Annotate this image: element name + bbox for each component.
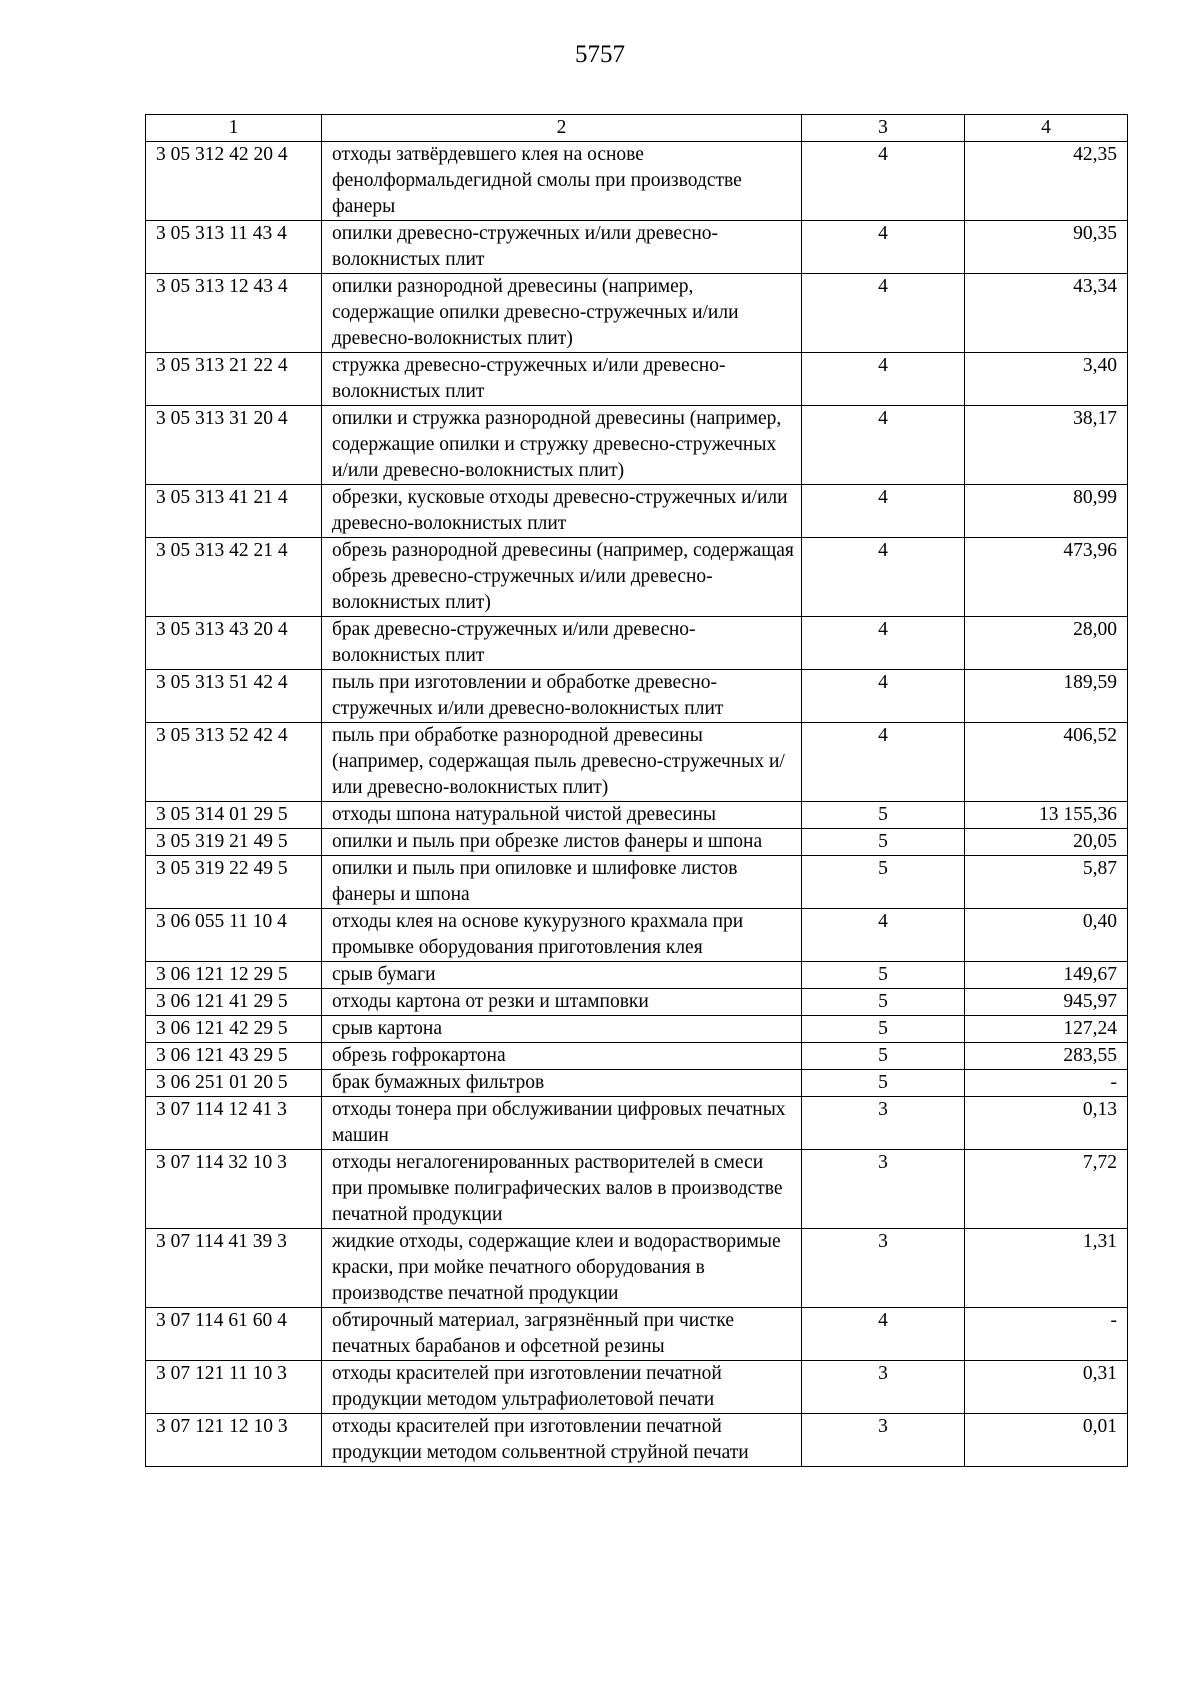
waste-name-cell: отходы тонера при обслуживании цифровых печатных машин [322,1097,802,1150]
amount-cell: 189,59 [965,670,1128,723]
table-row [146,538,1128,617]
waste-code-cell: 3 07 114 61 60 4 [146,1308,322,1361]
waste-code-cell: 3 07 114 12 41 3 [146,1097,322,1150]
waste-code-cell: 3 05 319 22 49 5 [146,856,322,909]
table-row [146,406,1128,485]
hazard-class-cell: 5 [802,856,965,909]
hazard-class-cell: 3 [802,1097,965,1150]
amount-cell: 0,40 [965,909,1128,962]
waste-code-cell: 3 05 312 42 20 4 [146,142,322,221]
table-row [146,989,1128,1016]
hazard-class-cell: 5 [802,989,965,1016]
header-col-3: 3 [802,115,965,142]
table-row [146,221,1128,274]
amount-cell: - [965,1070,1128,1097]
waste-name-cell: обрезь разнородной древесины (например, содержащая обрезь древесно-стружечных и/или древесно-волокнистых плит) [322,538,802,617]
waste-name-cell: пыль при изготовлении и обработке древесно-стружечных и/или древесно-волокнистых плит [322,670,802,723]
waste-code-cell: 3 06 055 11 10 4 [146,909,322,962]
hazard-class-cell: 3 [802,1361,965,1414]
hazard-class-cell: 4 [802,1308,965,1361]
waste-name-cell: отходы красителей при изготовлении печатной продукции методом ультрафиолетовой печати [322,1361,802,1414]
table-row [146,670,1128,723]
waste-table [145,114,1128,1467]
waste-code-cell: 3 05 313 52 42 4 [146,723,322,802]
waste-name-cell: опилки древесно-стружечных и/или древесно-волокнистых плит [322,221,802,274]
amount-cell: 43,34 [965,274,1128,353]
amount-cell: 473,96 [965,538,1128,617]
table-row [146,1070,1128,1097]
waste-name-cell: пыль при обработке разнородной древесины (например, содержащая пыль древесно-стружечных и/или древесно-волокнистых плит) [322,723,802,802]
header-col-4: 4 [965,115,1128,142]
hazard-class-cell: 4 [802,538,965,617]
table-row [146,802,1128,829]
waste-code-cell: 3 06 121 42 29 5 [146,1016,322,1043]
amount-cell: 406,52 [965,723,1128,802]
table-row [146,142,1128,221]
page-number: 5757 [575,41,625,68]
amount-cell: 42,35 [965,142,1128,221]
waste-name-cell: опилки и пыль при опиловке и шлифовке листов фанеры и шпона [322,856,802,909]
table-row [146,1361,1128,1414]
amount-cell: 80,99 [965,485,1128,538]
waste-name-cell: отходы картона от резки и штамповки [322,989,802,1016]
waste-name-cell: брак древесно-стружечных и/или древесно-волокнистых плит [322,617,802,670]
waste-code-cell: 3 05 313 11 43 4 [146,221,322,274]
waste-code-cell: 3 05 314 01 29 5 [146,802,322,829]
amount-cell: 13 155,36 [965,802,1128,829]
table-row [146,1043,1128,1070]
waste-name-cell: брак бумажных фильтров [322,1070,802,1097]
table-body [146,142,1128,1467]
table-header [146,115,1128,142]
waste-name-cell: опилки разнородной древесины (например, содержащие опилки древесно-стружечных и/или древесно-волокнистых плит) [322,274,802,353]
hazard-class-cell: 4 [802,406,965,485]
waste-name-cell: обрезки, кусковые отходы древесно-стружечных и/или древесно-волокнистых плит [322,485,802,538]
waste-code-cell: 3 05 313 41 21 4 [146,485,322,538]
amount-cell: 0,13 [965,1097,1128,1150]
waste-code-cell: 3 06 251 01 20 5 [146,1070,322,1097]
table-row [146,274,1128,353]
waste-name-cell: отходы затвёрдевшего клея на основе фенолформальдегидной смолы при производстве фанеры [322,142,802,221]
amount-cell: 28,00 [965,617,1128,670]
amount-cell: 0,31 [965,1361,1128,1414]
table-row [146,353,1128,406]
waste-code-cell: 3 07 114 41 39 3 [146,1229,322,1308]
amount-cell: 90,35 [965,221,1128,274]
waste-code-cell: 3 05 313 12 43 4 [146,274,322,353]
header-col-1: 1 [146,115,322,142]
table-row [146,829,1128,856]
waste-name-cell: срыв бумаги [322,962,802,989]
waste-name-cell: отходы шпона натуральной чистой древесины [322,802,802,829]
amount-cell: 38,17 [965,406,1128,485]
header-col-2: 2 [322,115,802,142]
header-row [146,115,1128,142]
table-row [146,1016,1128,1043]
hazard-class-cell: 4 [802,142,965,221]
waste-code-cell: 3 05 319 21 49 5 [146,829,322,856]
hazard-class-cell: 4 [802,274,965,353]
table-row [146,1150,1128,1229]
waste-code-cell: 3 05 313 51 42 4 [146,670,322,723]
amount-cell: 3,40 [965,353,1128,406]
amount-cell: 945,97 [965,989,1128,1016]
table-row [146,909,1128,962]
table-row [146,1229,1128,1308]
waste-code-cell: 3 05 313 42 21 4 [146,538,322,617]
waste-code-cell: 3 05 313 31 20 4 [146,406,322,485]
waste-name-cell: жидкие отходы, содержащие клеи и водорастворимые краски, при мойке печатного оборудования в производстве печатной продукции [322,1229,802,1308]
waste-name-cell: стружка древесно-стружечных и/или древесно-волокнистых плит [322,353,802,406]
waste-name-cell: опилки и стружка разнородной древесины (например, содержащие опилки и стружку древесно-стружечных и/или древесно-волокнистых плит) [322,406,802,485]
table-row [146,1414,1128,1467]
amount-cell: - [965,1308,1128,1361]
waste-name-cell: отходы клея на основе кукурузного крахмала при промывке оборудования приготовления клея [322,909,802,962]
table-row [146,962,1128,989]
amount-cell: 283,55 [965,1043,1128,1070]
hazard-class-cell: 5 [802,962,965,989]
waste-name-cell: опилки и пыль при обрезке листов фанеры и шпона [322,829,802,856]
amount-cell: 7,72 [965,1150,1128,1229]
hazard-class-cell: 3 [802,1414,965,1467]
hazard-class-cell: 5 [802,802,965,829]
hazard-class-cell: 5 [802,1043,965,1070]
amount-cell: 149,67 [965,962,1128,989]
hazard-class-cell: 3 [802,1150,965,1229]
amount-cell: 127,24 [965,1016,1128,1043]
hazard-class-cell: 4 [802,670,965,723]
waste-code-cell: 3 05 313 43 20 4 [146,617,322,670]
amount-cell: 20,05 [965,829,1128,856]
hazard-class-cell: 4 [802,909,965,962]
hazard-class-cell: 5 [802,1070,965,1097]
hazard-class-cell: 4 [802,723,965,802]
waste-code-cell: 3 06 121 43 29 5 [146,1043,322,1070]
waste-code-cell: 3 07 121 11 10 3 [146,1361,322,1414]
hazard-class-cell: 4 [802,353,965,406]
hazard-class-cell: 4 [802,485,965,538]
waste-name-cell: срыв картона [322,1016,802,1043]
table-row [146,723,1128,802]
table-row [146,485,1128,538]
waste-code-cell: 3 06 121 41 29 5 [146,989,322,1016]
hazard-class-cell: 5 [802,829,965,856]
waste-code-cell: 3 06 121 12 29 5 [146,962,322,989]
waste-code-cell: 3 05 313 21 22 4 [146,353,322,406]
hazard-class-cell: 3 [802,1229,965,1308]
table-row [146,1097,1128,1150]
hazard-class-cell: 4 [802,617,965,670]
hazard-class-cell: 5 [802,1016,965,1043]
waste-code-cell: 3 07 114 32 10 3 [146,1150,322,1229]
amount-cell: 1,31 [965,1229,1128,1308]
hazard-class-cell: 4 [802,221,965,274]
amount-cell: 5,87 [965,856,1128,909]
waste-name-cell: обтирочный материал, загрязнённый при чистке печатных барабанов и офсетной резины [322,1308,802,1361]
waste-name-cell: отходы негалогенированных растворителей в смеси при промывке полиграфических валов в производстве печатной продукции [322,1150,802,1229]
table-row [146,1308,1128,1361]
amount-cell: 0,01 [965,1414,1128,1467]
table-row [146,856,1128,909]
waste-code-cell: 3 07 121 12 10 3 [146,1414,322,1467]
table-row [146,617,1128,670]
waste-name-cell: отходы красителей при изготовлении печатной продукции методом сольвентной струйной печати [322,1414,802,1467]
waste-name-cell: обрезь гофрокартона [322,1043,802,1070]
